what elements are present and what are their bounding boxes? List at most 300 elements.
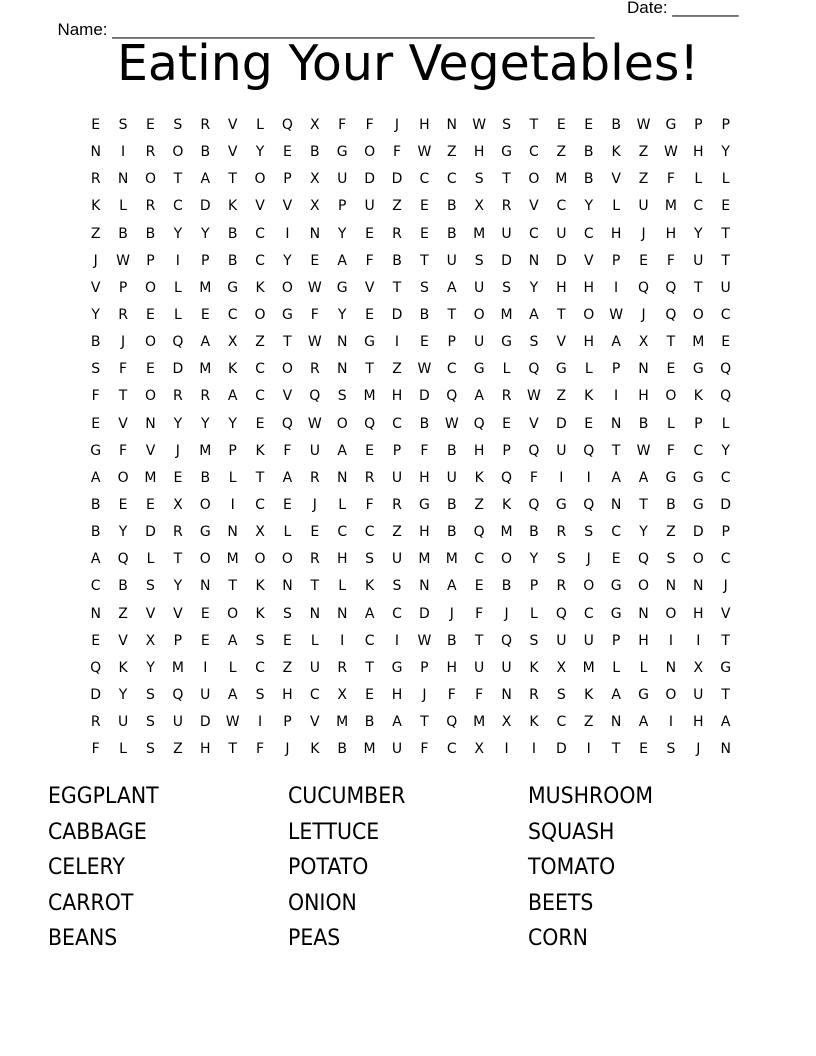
grid-letter: Y [118,686,128,703]
grid-letter: L [256,117,264,133]
grid-letter: N [693,578,704,595]
grid-letter: Q [720,361,732,378]
grid-letter: W [472,117,487,133]
grid-letter: R [501,388,512,405]
grid-letter: T [721,252,730,269]
grid-letter: U [446,469,457,486]
grid-letter: P [529,578,539,595]
grid-letter: K [255,442,265,459]
grid-letter: G [555,361,567,378]
grid-letter: A [529,306,539,323]
grid-letter: K [529,714,539,731]
grid-letter: Q [117,551,129,568]
grid-letter: P [502,442,511,459]
grid-letter: E [666,361,676,378]
grid-letter: U [474,334,485,351]
name-field-line: Name: ___________________________________________________ [57,20,595,39]
grid-letter: P [420,659,429,676]
grid-letter: T [283,334,292,351]
grid-letter: G [473,361,485,378]
grid-letter: E [255,415,265,432]
grid-letter: I [586,741,591,758]
grid-letter: J [121,334,126,351]
grid-letter: V [118,632,128,649]
grid-letter: M [363,741,376,758]
grid-letter: J [422,686,427,703]
grid-letter: R [501,198,512,215]
grid-letter: E [419,334,429,351]
grid-letter: Y [200,415,210,432]
grid-letter: T [611,442,621,459]
word-bank-item: CELERY [48,855,125,881]
grid-letter: O [254,551,266,568]
grid-letter: M [199,442,212,459]
grid-letter: D [555,415,567,432]
grid-letter: E [365,686,375,703]
grid-letter: D [692,524,704,541]
grid-letter: G [418,496,430,513]
grid-letter: K [529,659,539,676]
grid-letter: L [173,279,182,296]
word-bank-item: ONION [288,890,357,916]
grid-letter: P [694,415,703,432]
grid-letter: B [583,144,594,161]
grid-letter: A [282,469,293,486]
grid-letter: Z [173,741,183,758]
grid-letter: C [309,686,320,703]
grid-letter: F [392,144,402,161]
grid-letter: B [419,415,430,432]
grid-letter: T [721,686,730,703]
grid-letter: F [91,741,100,758]
grid-letter: V [310,714,320,731]
grid-letter: N [227,524,238,541]
grid-letter: S [365,551,375,568]
grid-letter: O [144,279,156,296]
grid-letter: E [474,578,484,595]
grid-letter: D [555,741,567,758]
word-search-grid [82,112,739,763]
grid-letter: F [91,388,100,405]
grid-letter: C [227,306,238,323]
grid-letter: T [474,632,484,649]
grid-letter: T [255,469,265,486]
grid-letter: V [282,198,293,215]
grid-letter: D [501,252,512,269]
grid-letter: B [446,632,457,649]
grid-letter: V [282,388,293,405]
grid-letter: F [666,171,675,188]
grid-letter: Z [638,171,649,188]
grid-letter: Z [474,496,484,513]
grid-letter: D [145,524,156,541]
grid-letter: X [227,334,238,351]
word-bank-item: CARROT [48,890,134,916]
grid-letter: V [173,605,183,622]
grid-letter: Q [172,686,184,703]
grid-letter: F [420,442,429,459]
grid-letter: V [90,279,101,296]
grid-letter: J [641,306,646,323]
grid-letter: F [119,361,128,378]
grid-letter: E [146,306,155,323]
grid-letter: J [175,442,180,459]
grid-letter: C [364,632,375,649]
grid-letter: E [721,198,731,215]
grid-letter: S [118,117,128,133]
grid-letter: A [227,632,238,649]
grid-letter: B [446,496,457,513]
grid-letter: I [394,632,400,649]
grid-letter: E [502,415,511,432]
grid-letter: I [559,469,564,486]
grid-letter: C [446,741,457,758]
grid-letter: U [693,686,704,703]
grid-letter: U [474,279,485,296]
grid-letter: E [419,198,429,215]
grid-letter: D [199,714,211,731]
grid-letter: G [692,496,704,513]
grid-letter: K [255,279,265,296]
grid-letter: T [310,578,320,595]
grid-letter: E [91,117,101,133]
grid-letter: X [310,117,320,133]
grid-letter: F [283,442,292,459]
date-field-line: Date: _______ [627,0,739,17]
grid-letter: Q [555,605,567,622]
grid-letter: S [529,632,539,649]
grid-letter: K [693,388,703,405]
grid-letter: U [501,225,512,242]
grid-letter: Y [91,306,100,323]
grid-letter: B [145,225,156,242]
grid-letter: Y [255,144,265,161]
grid-letter: H [583,279,594,296]
grid-letter: M [473,714,486,731]
grid-letter: D [720,496,732,513]
grid-letter: U [638,198,649,215]
grid-letter: F [420,741,429,758]
grid-letter: I [668,632,673,649]
grid-letter: A [720,714,731,731]
grid-letter: H [638,632,649,649]
grid-letter: I [504,741,509,758]
grid-letter: T [611,741,621,758]
grid-letter: S [529,334,539,351]
grid-letter: A [446,578,457,595]
grid-letter: N [90,144,101,161]
grid-letter: G [555,496,567,513]
grid-letter: B [337,741,348,758]
grid-letter: I [531,741,537,758]
grid-letter: Z [556,388,567,405]
grid-letter: H [336,551,348,568]
grid-letter: N [501,686,512,703]
grid-letter: T [502,171,511,188]
grid-letter: W [444,415,459,432]
grid-letter: Y [721,144,730,161]
grid-letter: E [365,225,375,242]
grid-letter: O [117,469,129,486]
grid-letter: U [309,442,320,459]
grid-letter: E [310,252,320,269]
grid-letter: E [200,306,210,323]
grid-letter: K [255,605,265,622]
grid-letter: Y [228,415,237,432]
grid-letter: B [446,198,457,215]
grid-letter: T [639,496,648,513]
grid-letter: T [118,388,128,405]
grid-letter: V [255,198,265,215]
grid-letter: I [696,632,701,649]
grid-letter: L [228,659,237,676]
grid-letter: U [391,469,403,486]
grid-letter: S [173,117,183,133]
grid-letter: O [364,144,376,161]
grid-letter: B [419,306,430,323]
grid-letter: G [90,442,102,459]
grid-letter: V [611,171,621,188]
grid-letter: Z [392,198,402,215]
grid-letter: M [144,469,157,486]
grid-letter: Y [173,225,183,242]
grid-letter: F [666,252,675,269]
grid-letter: E [173,469,183,486]
grid-letter: H [282,686,293,703]
grid-letter: Z [90,225,101,242]
grid-letter: T [365,659,374,676]
grid-letter: N [282,578,293,595]
grid-letter: M [363,388,376,405]
grid-letter: N [665,578,677,595]
grid-letter: K [228,361,238,378]
grid-letter: Q [528,442,540,459]
grid-letter: F [310,306,319,323]
page-title: Eating Your Vegetables! [116,35,700,92]
grid-letter: D [90,686,102,703]
word-bank-item: CUCUMBER [288,784,406,809]
grid-letter: P [146,252,155,269]
grid-letter: H [693,605,704,622]
grid-letter: E [310,524,320,541]
grid-letter: F [365,496,374,513]
grid-letter: V [556,334,567,351]
grid-letter: S [584,524,594,541]
grid-letter: G [336,144,348,161]
grid-letter: A [611,686,621,703]
grid-letter: W [116,252,130,269]
grid-letter: H [473,144,485,161]
grid-letter: R [309,551,320,568]
grid-letter: F [475,686,484,703]
grid-letter: I [285,225,290,242]
grid-letter: T [228,171,237,188]
grid-letter: M [199,361,212,378]
word-bank-item: MUSHROOM [528,784,654,809]
grid-letter: L [338,578,347,595]
grid-letter: W [636,442,651,459]
grid-letter: I [614,388,619,405]
grid-letter: E [91,632,101,649]
grid-letter: M [445,551,458,568]
grid-letter: N [117,171,129,188]
grid-letter: A [90,469,101,486]
grid-letter: O [665,605,677,622]
grid-letter: N [610,415,622,432]
grid-letter: S [337,388,347,405]
grid-letter: C [474,551,485,568]
grid-letter: X [310,171,320,188]
grid-letter: C [90,578,101,595]
grid-letter: Q [281,117,293,133]
grid-letter: O [144,388,156,405]
grid-letter: P [392,442,402,459]
grid-letter: L [666,415,675,432]
grid-letter: V [227,117,238,133]
grid-letter: P [611,361,621,378]
grid-letter: Q [583,442,595,459]
grid-letter: H [419,469,430,486]
grid-letter: I [257,714,263,731]
grid-letter: R [145,198,156,215]
grid-letter: Q [665,306,677,323]
grid-letter: L [119,198,127,215]
grid-letter: G [720,659,732,676]
grid-letter: P [721,524,730,541]
grid-letter: N [528,252,540,269]
grid-letter: Q [583,496,595,513]
grid-letter: N [610,496,622,513]
grid-letter: M [226,551,239,568]
grid-letter: F [666,442,675,459]
grid-letter: H [638,388,649,405]
grid-letter: P [173,632,183,649]
grid-letter: F [447,686,456,703]
grid-letter: C [720,306,731,323]
grid-letter: J [723,578,728,595]
word-bank-item: BEANS [48,926,118,952]
grid-letter: U [391,741,403,758]
grid-letter: Z [556,144,567,161]
grid-letter: H [610,225,622,242]
grid-letter: W [307,279,322,296]
grid-letter: E [200,632,210,649]
grid-letter: R [145,144,156,161]
grid-letter: M [692,334,705,351]
grid-letter: Y [721,442,730,459]
grid-letter: Y [173,415,183,432]
grid-letter: N [90,605,101,622]
grid-letter: Q [720,388,732,405]
grid-letter: B [118,225,128,242]
grid-letter: X [556,659,567,676]
grid-letter: S [474,252,484,269]
grid-letter: G [610,605,622,622]
grid-letter: W [609,306,624,323]
grid-letter: G [665,117,677,133]
grid-letter: D [364,171,375,188]
grid-letter: L [502,361,511,378]
grid-letter: G [336,279,348,296]
grid-letter: B [666,496,676,513]
grid-letter: T [447,306,457,323]
grid-letter: D [391,306,403,323]
grid-letter: B [90,334,101,351]
grid-letter: L [530,605,538,622]
grid-letter: Z [118,605,128,622]
grid-letter: O [281,361,293,378]
word-bank-item: BEETS [528,890,594,916]
grid-letter: C [255,361,265,378]
grid-letter: C [720,469,731,486]
grid-letter: E [365,442,375,459]
grid-letter: H [391,388,403,405]
grid-letter: P [228,442,237,459]
grid-letter: L [310,632,319,649]
grid-letter: B [118,578,128,595]
grid-letter: B [364,714,375,731]
grid-letter: A [337,442,347,459]
grid-letter: I [230,496,235,513]
grid-letter: E [639,252,648,269]
grid-letter: E [556,117,566,133]
word-bank-item: EGGPLANT [48,784,159,809]
grid-letter: R [309,361,320,378]
grid-letter: Z [638,144,649,161]
grid-letter: G [364,334,376,351]
grid-letter: C [693,442,704,459]
word-bank-item: CORN [528,926,588,952]
grid-letter: V [118,415,128,432]
grid-letter: T [420,252,429,269]
grid-letter: S [474,171,484,188]
grid-letter: V [227,144,238,161]
grid-letter: U [501,659,512,676]
grid-letter: M [336,714,349,731]
grid-letter: N [638,361,649,378]
grid-letter: O [692,306,704,323]
grid-letter: C [446,361,457,378]
grid-letter: E [146,361,155,378]
grid-letter: O [583,306,595,323]
grid-letter: B [227,252,238,269]
grid-letter: O [281,551,293,568]
grid-letter: C [255,388,265,405]
grid-letter: E [118,496,128,513]
grid-letter: O [281,279,293,296]
grid-letter: X [501,714,512,731]
grid-letter: Q [637,279,650,296]
grid-letter: C [556,198,567,215]
grid-letter: R [337,659,348,676]
grid-letter: C [583,605,594,622]
grid-letter: B [611,117,621,133]
grid-letter: S [419,279,429,296]
grid-letter: X [474,741,484,758]
grid-letter: R [118,306,128,323]
grid-letter: N [309,605,321,622]
grid-letter: A [611,334,621,351]
grid-letter: L [721,171,730,188]
grid-letter: A [200,171,211,188]
grid-letter: M [555,171,568,188]
grid-letter: E [584,415,594,432]
grid-letter: R [556,578,567,595]
grid-letter: V [529,415,539,432]
grid-letter: A [392,714,402,731]
grid-letter: S [666,551,676,568]
grid-letter: U [172,714,183,731]
